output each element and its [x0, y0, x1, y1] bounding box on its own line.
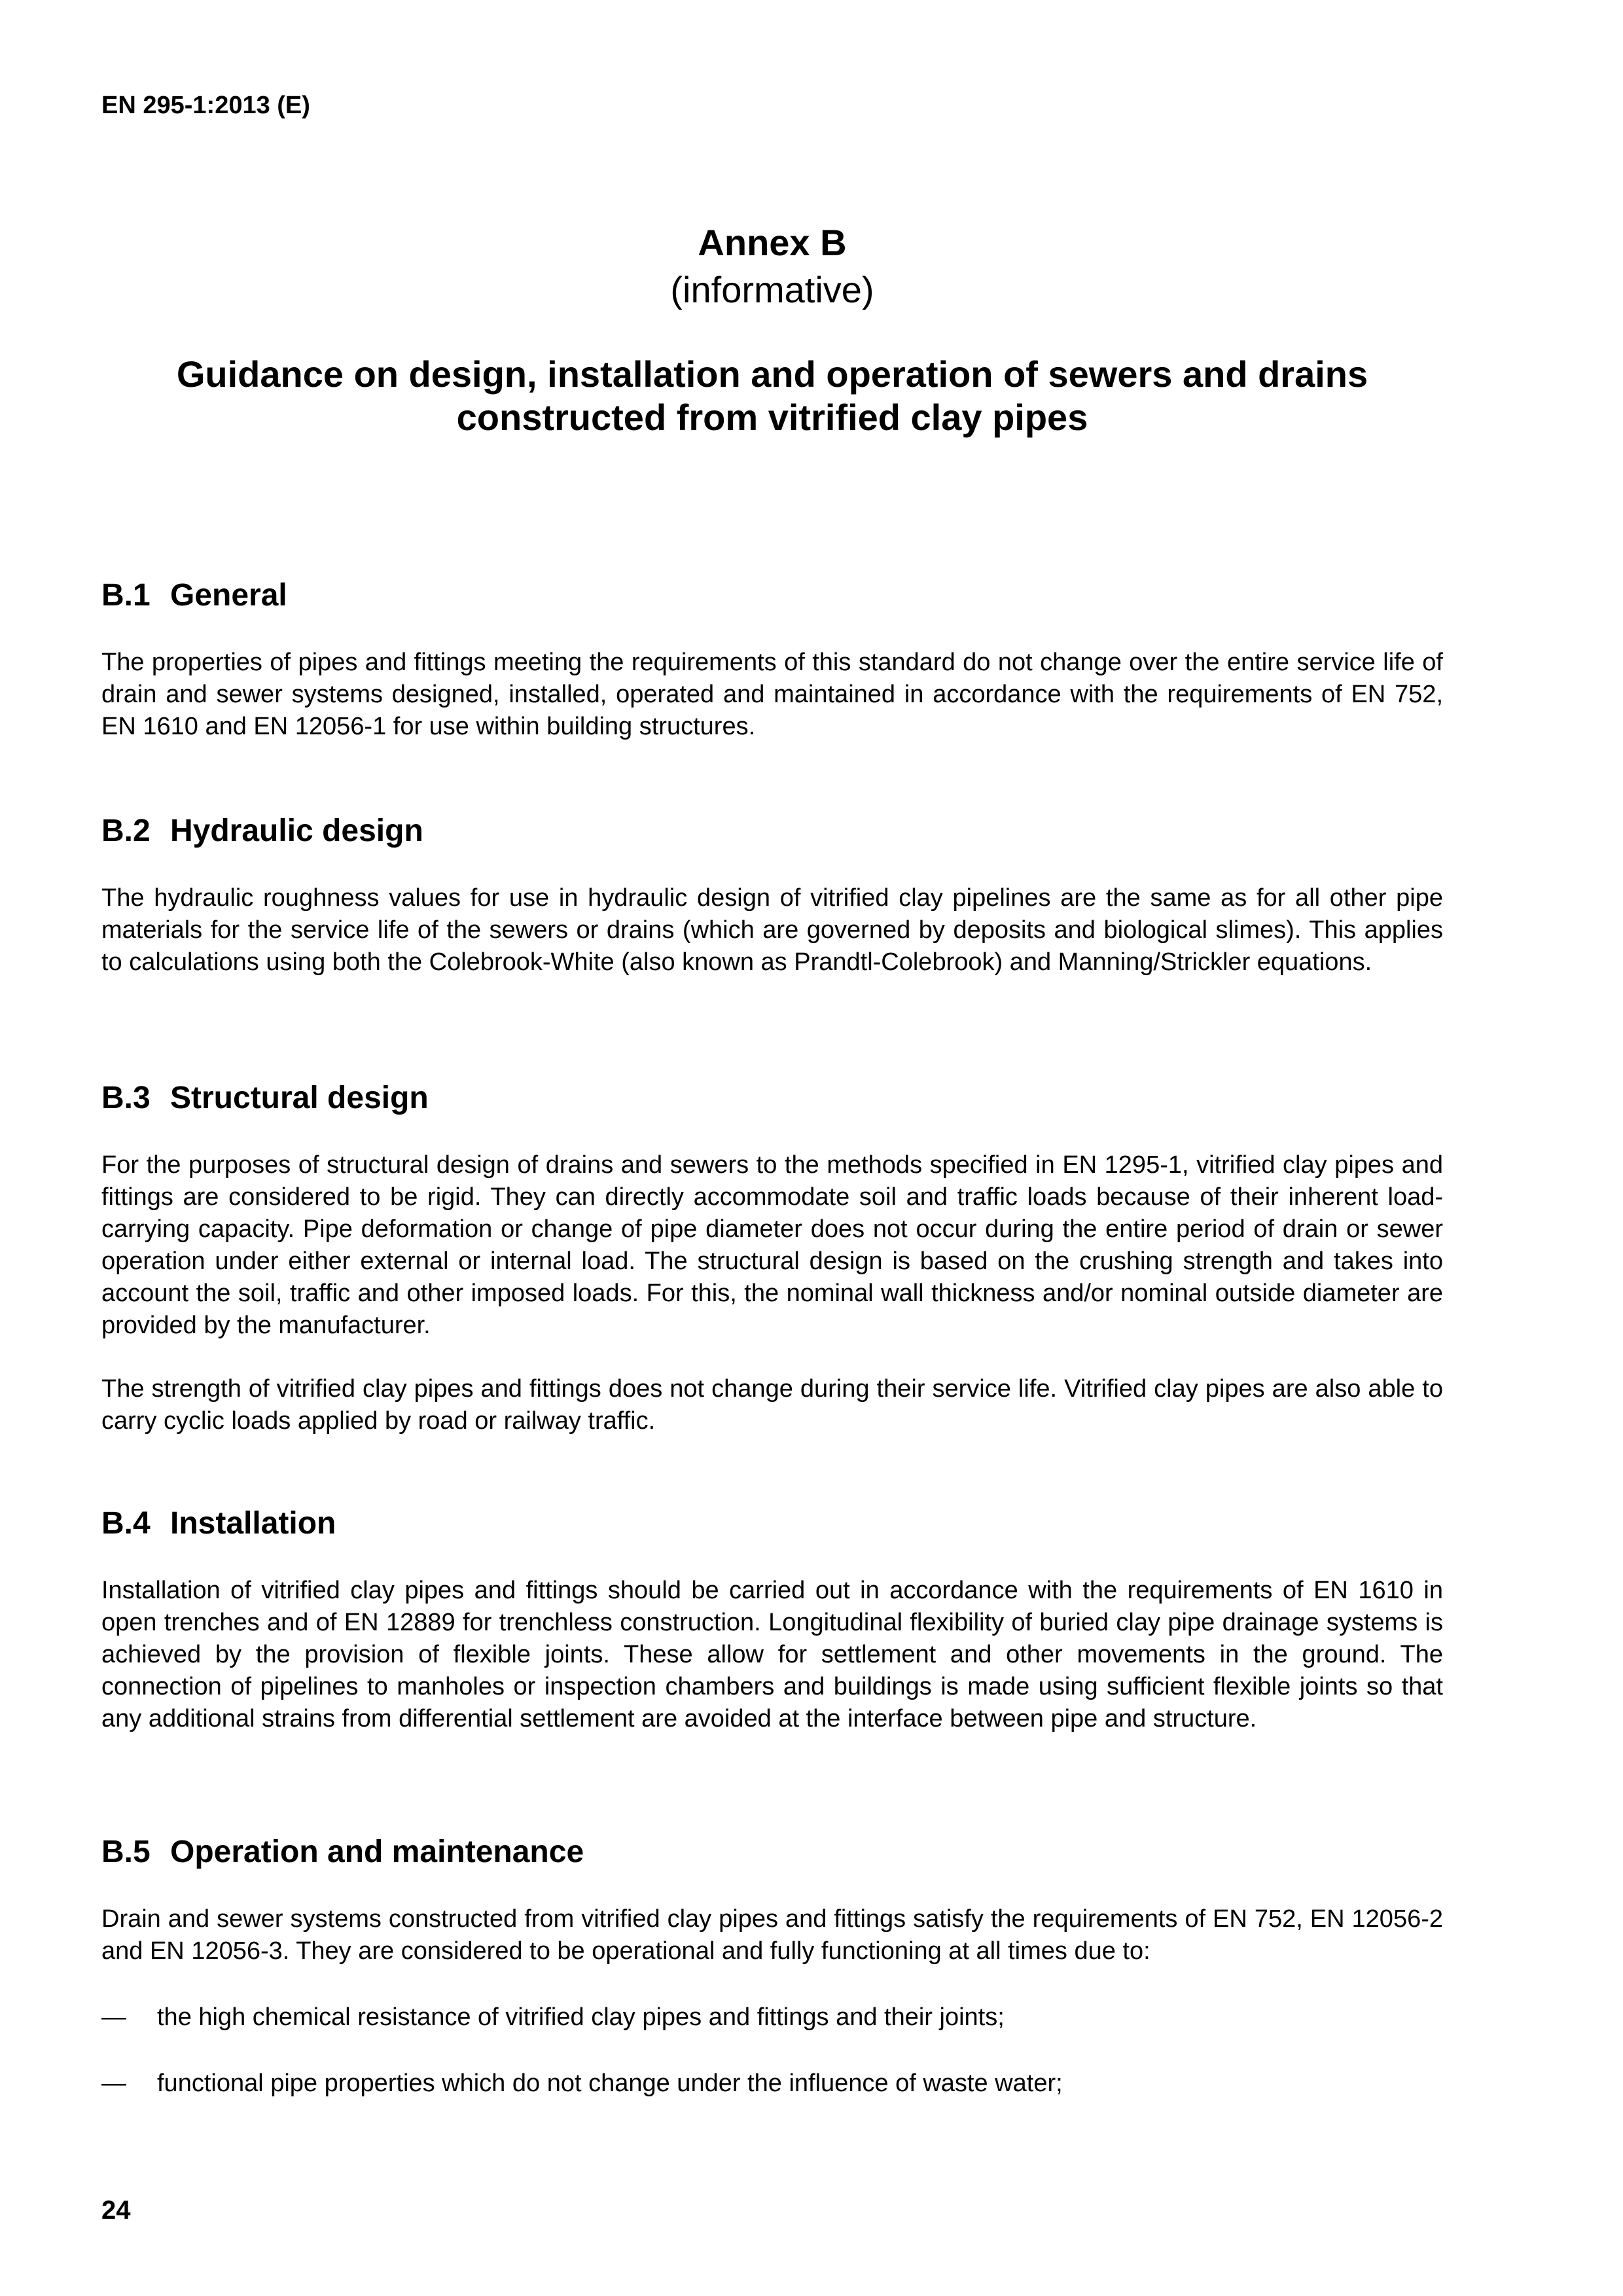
section-title: Hydraulic design [170, 814, 423, 848]
annex-title-block [101, 219, 1443, 439]
paragraph: The hydraulic roughness values for use in hydraulic design of vitrified clay pipelines are the same as for all other pipe materials for the service life of the sewers or drains (which are governed by deposits and biological slimes). This applies to calculations using both the Colebrook-White (also known as Prandtl-Colebrook) and Manning/Strickler equations. [101, 884, 1443, 976]
annex-title: Annex B [698, 222, 847, 263]
section-number: B.3 [101, 1081, 151, 1115]
section-title: Installation [170, 1506, 336, 1541]
section-heading [101, 576, 1443, 615]
paragraph: The properties of pipes and fittings meeting the requirements of this standard do not change over the entire service life of drain and sewer systems designed, installed, operated and maintained in accordance with the requirements of EN 752, EN 1610 and EN 12056-1 for use within building structures. [101, 649, 1443, 740]
section-heading [101, 1079, 1443, 1118]
section-b3 [101, 1079, 1443, 1437]
list-item [101, 2068, 1443, 2100]
list-dash: — [101, 2003, 126, 2031]
list-item [101, 2001, 1443, 2034]
page-number: 24 [101, 2196, 131, 2225]
paragraph: Installation of vitrified clay pipes and fittings should be carried out in accordance with the requirements of EN 1610 in open trenches and of EN 12889 for trenchless construction. Longitudinal flexibility of buried clay pipe drainage systems is achieved by the provision of flexible joints. These allow for settlement and other movements in the ground. The connection of pipelines to manholes or inspection chambers and buildings is made using sufficient flexible joints so that any additional strains from differential settlement are avoided at the interface between pipe and structure. [101, 1577, 1443, 1732]
paragraph: For the purposes of structural design of drains and sewers to the methods specified in EN 1295-1, vitrified clay pipes and fittings are considered to be rigid. They can directly accommodate soil and traffic loads because of their inherent load-carrying capacity. Pipe deformation or change of pipe diameter does not occur during the entire period of drain or sewer operation under either external or internal load. The structural design is based on the crushing strength and takes into account the soil, traffic and other imposed loads. For this, the nominal wall thickness and/or nominal outside diameter are provided by the manufacturer. [101, 1151, 1443, 1339]
section-b1 [101, 576, 1443, 743]
list-item-text: functional pipe properties which do not change under the influence of waste water; [157, 2070, 1063, 2097]
annex-type: (informative) [670, 269, 874, 310]
section-number: B.4 [101, 1506, 151, 1541]
annex-heading-line-2: constructed from vitrified clay pipes [456, 397, 1088, 438]
section-b5 [101, 1833, 1443, 2100]
section-title: General [170, 578, 287, 613]
section-heading [101, 1504, 1443, 1543]
paragraph: Drain and sewer systems constructed from vitrified clay pipes and fittings satisfy the requirements of EN 752, EN 12056-2 and EN 12056-3. They are considered to be operational and fully functioning at all times due to: [101, 1905, 1443, 1965]
annex-heading [101, 353, 1443, 439]
section-heading [101, 812, 1443, 851]
list-dash: — [101, 2070, 126, 2097]
list-item-text: the high chemical resistance of vitrified clay pipes and fittings and their joints; [157, 2003, 1005, 2031]
document-id-header: EN 295-1:2013 (E) [101, 92, 310, 119]
section-number: B.5 [101, 1835, 151, 1869]
paragraph: The strength of vitrified clay pipes and fittings does not change during their service life. Vitrified clay pipes are also able to carry cyclic loads applied by road or railway traffic. [101, 1375, 1443, 1435]
annex-heading-line-1: Guidance on design, installation and operation of sewers and drains [176, 353, 1368, 395]
section-number: B.2 [101, 814, 151, 848]
section-title: Operation and maintenance [170, 1835, 584, 1869]
section-title: Structural design [170, 1081, 429, 1115]
section-b4 [101, 1504, 1443, 1735]
section-heading [101, 1833, 1443, 1872]
section-number: B.1 [101, 578, 151, 613]
section-b2 [101, 812, 1443, 978]
